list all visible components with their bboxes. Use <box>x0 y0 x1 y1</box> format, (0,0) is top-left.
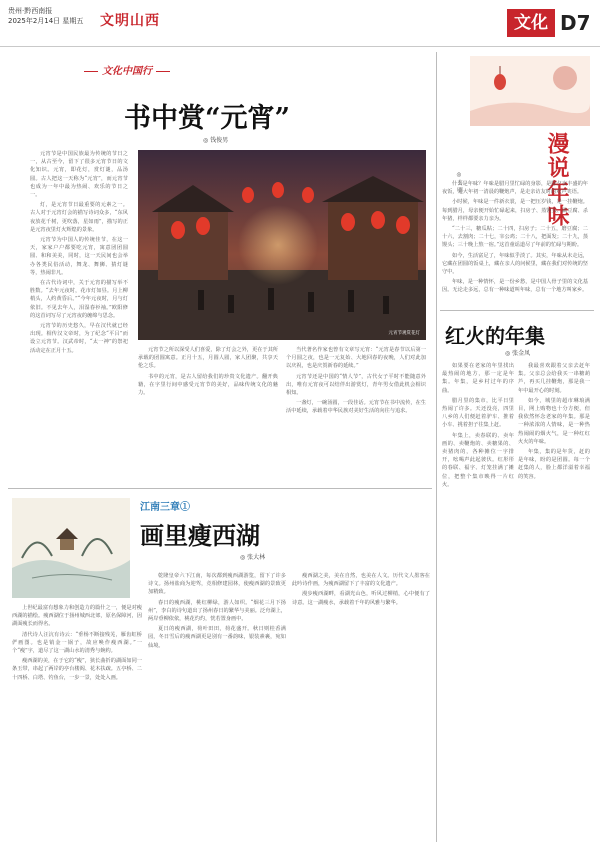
article-title: 书中赏“元宵” <box>124 103 291 134</box>
page-number: D7 <box>560 11 591 35</box>
issue-date: 2025年2月14日 星期五 <box>8 17 84 25</box>
paragraph: 清代诗人汪沆有诗云：“垂杨不断接残芜，雁齿虹桥俨画图。也是销金一锅子，故应唤作瘦西湖。”一个“瘦”字，道尽了这一湖山水的清秀与婉约。 <box>12 631 142 655</box>
article-body <box>442 180 588 304</box>
paragraph: 上世纪最富有想象力和创造力的篇什之一，便是对瘦西湖的描绘。瘦西湖位于扬州城西北郊，原名保障河，因湖面瘦长而得名。 <box>12 605 142 628</box>
article-title: 红火的年集 <box>445 324 545 348</box>
paragraph: 元宵节为中国人的传统佳节，在这一天，家家户户都要吃元宵，寓意团团圆圆、和和美美，同时，这一天民间也会举办各类民俗活动，舞龙、舞狮、猜灯谜等，热闹非凡。 <box>30 237 128 276</box>
paragraph: 我最喜欢跟着父亲去赶年集。父亲总会给我买一串糖葫芦，再买几挂鞭炮，那是我一年中最开心的时刻。 <box>518 363 590 394</box>
paragraph: 瘦西湖之美，美在自然，也美在人文。历代文人墨客在此吟诗作画，为瘦西湖留下了丰富的文化遗产。 <box>292 573 430 588</box>
article-body <box>138 346 278 482</box>
paragraph: 元宵节的历史悠久，早在汉代就已经出现。相传汉文帝时，为了纪念“平吕”而设立元宵节。汉武帝时，“太一神”的祭祀活动定在正月十五。 <box>30 323 128 354</box>
article-byline: ◎ 钱俊男 <box>203 137 229 144</box>
paragraph: 小时候，年味是一件新衣裳，是一把压岁钱，是一挂鞭炮。每到腊月，母亲便开始忙碌起来，扫房子、蒸馒头、做豆腐、杀年猪，样样都要亲力亲为。 <box>442 199 588 222</box>
column-divider <box>436 52 437 842</box>
paragraph: “二十三，糖瓜粘；二十四，扫房子；二十五，磨豆腐；二十六，去割肉；二十七，宰公鸡；二十八，把面发；二十九，蒸馒头；三十晚上熬一宿。”这首童谣道尽了年前的忙碌与期盼。 <box>442 226 588 249</box>
article-byline: ◎ 韦 明 <box>456 172 462 193</box>
west-lake-painting <box>12 498 130 598</box>
paragraph: 年集上，卖春联的、卖年画的、卖鞭炮的、卖糖果的、卖猪肉的，各种摊位一字排开，吆喝声此起彼伏。红彤彤的春联、福字、灯笼挂满了摊位，把整个集市映得一片红火。 <box>442 432 514 488</box>
paper-name: 贵州·黔西南报 <box>8 7 53 15</box>
paragraph: 乾隆皇帝六下江南，每次都到瘦西湖游览，留下了许多诗文。扬州盐商为迎驾，竞相修建园林，使瘦西湖的景致更加精致。 <box>148 573 286 596</box>
paragraph: 什么是年味？年味是腊月里忙碌的身影，是除夕夜丰盛的年夜饭，是大年初一清晨的鞭炮声，是走亲访友时的欢声笑语。 <box>442 181 588 196</box>
section-badge: 文化 <box>507 9 555 37</box>
nianwei-illustration <box>470 56 590 126</box>
paragraph: 春日的瘦西湖，桃红柳绿，游人如织。“烟花三月下扬州”，李白的诗句道出了扬州春日的繁华与美丽。泛舟湖上，两岸垂柳依依，桃花灼灼，恍若置身画中。 <box>148 599 286 623</box>
article-title: 画里瘦西湖 <box>140 521 260 550</box>
paragraph: 元宵节还是中国的“情人节”，古代女子平时不能随意外出，唯有元宵夜可以结伴出游赏灯，青年男女借此机会相识相知。 <box>286 373 426 397</box>
paragraph: 一盏灯，一碗汤圆，一段佳话。元宵节在书中流传，在生活中延续，承载着中华民族对美好生活的向往与追求。 <box>286 400 426 415</box>
paragraph: 如今，生活富足了，年味似乎淡了。其实，年味从未走远，它藏在团圆的饭桌上，藏在亲人的问候里，藏在我们对传统的坚守中。 <box>442 252 588 276</box>
section-divider <box>8 488 432 489</box>
paragraph: 灯，是元宵节日最重要的元素之一。古人对于元宵灯会的描写诗词众多，“东风夜放花千树，更吹落，星如雨”，描写的正是元宵夜里灯火辉煌的景象。 <box>30 202 128 233</box>
column-tag: 文化中国行 <box>80 62 174 77</box>
lantern-photo-image <box>138 150 426 340</box>
paragraph: 夏日的瘦西湖，荷叶田田，荷花盛开。秋日则桂香满园，冬日雪后的瘦西湖更是别有一番韵味，银装素裹，宛如仙境。 <box>148 626 286 649</box>
paragraph: 元宵节之所以深受人们喜爱，除了灯会之外，更在于其所承载的团圆寓意。正月十五，月圆人圆，家人团聚，共享天伦之乐。 <box>138 347 278 370</box>
paragraph: 元宵节是中国民族最为传统的节日之一，从古至今，留下了很多元宵节日的文化知识。元宵，即花灯，赏灯谜，品汤圆。古人把这一天称为“元宵”，而元宵节也成为一年中最为热闹、欢乐的节日之一。 <box>30 151 128 199</box>
paragraph: 漫步瘦西湖畔，看湖光山色，听风过柳梢，心中便有了诗意。这一湖瘦水，承载着千年的风雅与繁华。 <box>292 591 430 606</box>
article-body <box>286 346 426 482</box>
article-body <box>518 362 590 842</box>
paragraph: 当代著名作家也曾有文章写元宵：“元宵是春节以后第一个月圆之夜，也是一元复始、大地回春的夜晚，人们对此加以庆祝，也是庆贺新春的延续。” <box>286 347 426 370</box>
article-body <box>148 572 286 842</box>
paragraph: 年味，是一种情怀，是一份乡愁，是中国人骨子里的文化基因。无论走多远，总有一种味道叫年味，总有一个地方叫家乡。 <box>442 279 588 294</box>
article-body <box>442 56 464 176</box>
series-label: 江南三章① <box>140 502 190 513</box>
article-title: 漫说年味 <box>544 132 570 228</box>
paragraph: 瘦西湖的美，在于它的“瘦”，狭长曲折的湖面如同一条玉带，串起了两岸的亭台楼阁、花木扶疏。五亭桥、二十四桥、白塔、钓鱼台，一步一景，处处入画。 <box>12 658 142 681</box>
article-body <box>292 572 430 842</box>
paragraph: 如果要在老家的年里找出最热闹的地方，那一定是年集。年集，是乡村过年的序曲。 <box>442 363 514 394</box>
paragraph: 年集，集的是年货，赶的是年味，盼的是团圆。每一个赶集的人，脸上都洋溢着幸福的笑容。 <box>518 449 590 480</box>
section-divider <box>440 310 594 311</box>
article-body <box>442 362 514 842</box>
article-byline: ◎ 张金凤 <box>505 350 531 357</box>
paragraph: 书中的元宵，是古人留给我们的珍贵文化遗产。翻开典籍，在字里行间中感受元宵节的美好，品味传统文化的魅力。 <box>138 373 278 397</box>
article-body <box>12 604 142 842</box>
paragraph: 如今，城里的超市琳琅满目，网上购物也十分方便，但我依然怀念老家的年集。那是一种浓浓的人情味，是一种热热闹闹的烟火气，是一种红红火火的年味。 <box>518 397 590 445</box>
article-byline: ◎ 张大林 <box>240 554 266 561</box>
page-header <box>0 0 600 47</box>
nianwei-illustration-image <box>470 56 590 126</box>
brand-title: 文明山西 <box>100 13 160 29</box>
paragraph: 腊月里的集市，比平日里热闹了许多。天还没亮，四里八乡的人们便赶着驴车、推着小车、挑着担子往集上赶。 <box>442 397 514 429</box>
west-lake-painting-image <box>12 498 130 598</box>
header-meta <box>8 6 83 26</box>
paragraph: 在古代诗词中，关于元宵的描写举不胜数。“去年元夜时，花市灯如昼。月上柳梢头，人约黄昏后。”“今年元夜时，月与灯依旧。不见去年人，泪湿春衫袖。”欧阳修的这首词写尽了元宵夜的缠绵与思念。 <box>30 280 128 319</box>
article-body <box>30 150 128 482</box>
photo-caption: 元宵节观赏花灯 <box>388 331 420 336</box>
lantern-photo <box>138 150 426 340</box>
